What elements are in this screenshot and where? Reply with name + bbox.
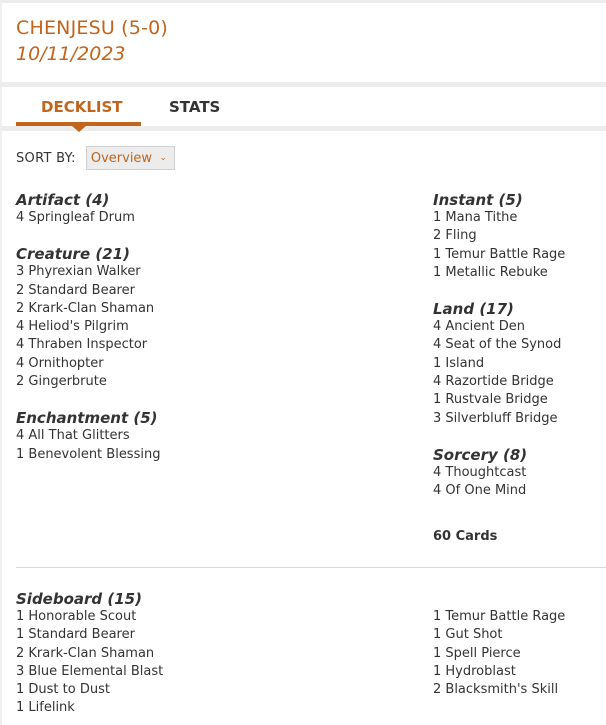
card-group-land [433,300,565,428]
card-entry[interactable]: 4 Seat of the Synod [433,337,562,353]
deck-date: 10/11/2023 [16,43,126,65]
sort-control [16,145,175,171]
card-entry[interactable]: 2 Standard Bearer [16,282,135,298]
card-group-creature [16,245,160,391]
card-entry[interactable]: 4 All That Glitters [16,428,130,444]
sideboard-divider [16,567,606,568]
group-heading: Artifact (4) [16,191,110,209]
card-entry[interactable]: 1 Lifelink [16,700,75,716]
top-border [0,0,606,3]
card-group-instant [433,191,565,282]
card-entry[interactable]: 2 Blacksmith's Skill [433,682,559,698]
card-entry[interactable]: 1 Rustvale Bridge [433,392,548,408]
card-entry[interactable]: 4 Springleaf Drum [16,210,135,225]
group-heading: Creature (21) [16,245,130,264]
tab-stats[interactable]: STATS [169,98,221,116]
card-entry[interactable]: 4 Ornithopter [16,355,104,371]
card-entry[interactable]: 3 Phyrexian Walker [16,264,141,280]
sort-select[interactable] [86,146,175,170]
card-entry[interactable]: 4 Thoughtcast [433,464,527,480]
card-entry[interactable]: 1 Metallic Rebuke [433,264,548,280]
card-entry[interactable]: 1 Spell Pierce [433,645,521,661]
left-border [0,0,2,725]
card-entry[interactable]: 1 Gut Shot [433,627,503,643]
card-entry[interactable]: 4 Thraben Inspector [16,337,148,353]
card-entry[interactable]: 1 Mana Tithe [433,210,518,225]
card-entry[interactable]: 4 Heliod's Pilgrim [16,319,129,335]
card-entry[interactable]: 1 Honorable Scout [16,609,137,624]
card-entry[interactable]: 2 Krark-Clan Shaman [16,645,155,661]
sort-selected-value: Overview [90,150,153,166]
deck-column-right [433,191,565,519]
card-entry[interactable]: 1 Benevolent Blessing [16,446,161,462]
card-entry[interactable]: 3 Silverbluff Bridge [433,410,558,426]
card-entry[interactable]: 2 Fling [433,228,477,244]
card-entry[interactable]: 1 Temur Battle Rage [433,609,566,624]
card-entry[interactable]: 1 Temur Battle Rage [433,246,566,262]
card-group-enchantment [16,409,160,464]
group-heading: Instant (5) [433,191,523,209]
card-entry[interactable]: 2 Gingerbrute [16,374,107,390]
tab-separator [0,126,606,131]
card-entry[interactable]: 3 Blue Elemental Blast [16,663,164,679]
group-heading: Land (17) [433,300,514,319]
card-entry[interactable]: 1 Island [433,355,485,371]
sideboard-heading: Sideboard (15) [16,590,142,608]
deck-title: CHENJESU (5-0) [16,17,169,39]
caret-down-icon [72,126,86,132]
sideboard-column-left [16,590,163,718]
card-total: 60 Cards [433,529,498,544]
group-heading: Enchantment (5) [16,409,158,428]
card-entry[interactable]: 2 Krark-Clan Shaman [16,300,155,316]
card-entry[interactable]: 1 Standard Bearer [16,627,135,643]
chevron-down-icon: ⌄ [159,153,167,163]
deck-column-left [16,191,160,482]
card-entry[interactable]: 4 Ancient Den [433,319,526,335]
tab-decklist[interactable]: DECKLIST [41,98,123,116]
card-entry[interactable]: 1 Hydroblast [433,663,516,679]
sideboard-column-right [433,608,565,699]
card-group-artifact [16,191,160,227]
section-separator [0,82,606,87]
card-entry[interactable]: 1 Dust to Dust [16,682,110,698]
sort-label: SORT BY: [16,150,76,166]
card-entry[interactable]: 4 Of One Mind [433,483,527,499]
deck-header [16,16,168,68]
group-heading: Sorcery (8) [433,445,528,464]
card-entry[interactable]: 4 Razortide Bridge [433,374,554,390]
card-group-sorcery [433,446,565,501]
